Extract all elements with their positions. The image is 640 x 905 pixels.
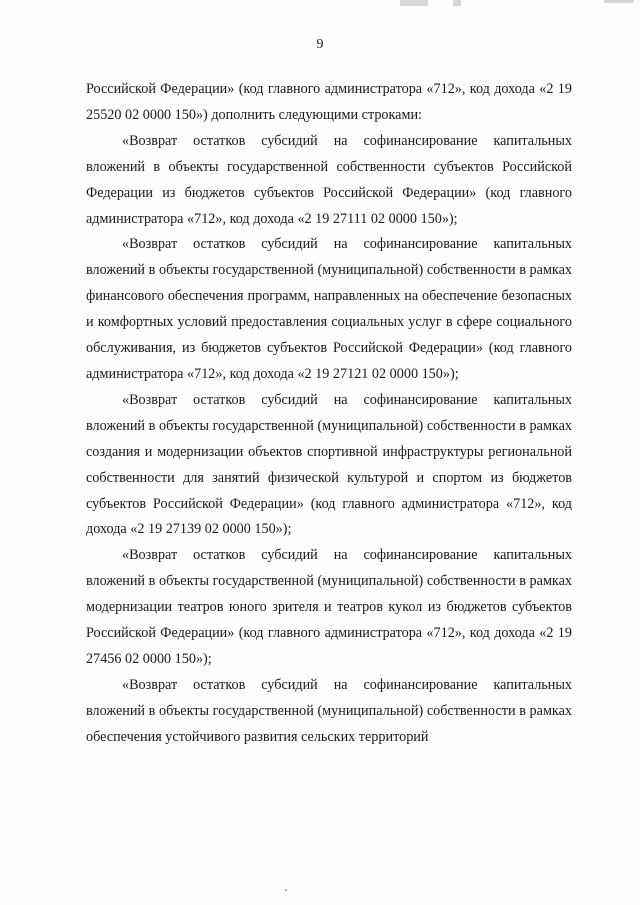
paragraph-item: «Возврат остатков субсидий на софинансирование капитальных вложений в объекты государственной (муниципальной) собственности в рамках обеспечения устойчивого развития сельских территорий — [86, 676, 572, 745]
paragraph-item: «Возврат остатков субсидий на софинансирование капитальных вложений в объекты государственной (муниципальной) собственности в рамках финансового обеспечения программ, направленных на обеспечение безопасных и комфортных условий предоставления социальных услуг в сфере социального обслуживания, из бюджетов субъектов Российской Федерации» (код главного администратора «712», код дохода «2 19 27121 02 0000 150»); — [86, 236, 572, 382]
scan-artifact — [453, 0, 461, 6]
scan-speck — [285, 889, 287, 891]
paragraph-item: «Возврат остатков субсидий на софинансирование капитальных вложений в объекты государственной собственности субъектов Российской Федерации из бюджетов субъектов Российской Федерации» (код главного администратора «712», код дохода «2 19 27111 02 0000 150»); — [86, 132, 572, 227]
paragraph-item: «Возврат остатков субсидий на софинансирование капитальных вложений в объекты государственной (муниципальной) собственности в рамках создания и модернизации объектов спортивной инфраструктуры региональной собственности для занятий физической культурой и спортом из бюджетов субъектов Российской Федерации» (код главного администратора «712», код дохода «2 19 27139 02 0000 150»); — [86, 391, 572, 538]
page-number: 9 — [316, 37, 324, 52]
scan-artifact — [604, 0, 634, 3]
paragraph-continuation: Российской Федерации» (код главного администратора «712», код дохода «2 19 25520 02 0000 150») дополнить следующими строками: — [86, 81, 572, 123]
document-body — [86, 77, 572, 751]
scan-artifact — [400, 0, 428, 6]
paragraph-item: «Возврат остатков субсидий на софинансирование капитальных вложений в объекты государственной (муниципальной) собственности в рамках модернизации театров юного зрителя и театров кукол из бюджетов субъектов Российской Федерации» (код главного администратора «712», код дохода «2 19 27456 02 0000 150»); — [86, 547, 572, 667]
